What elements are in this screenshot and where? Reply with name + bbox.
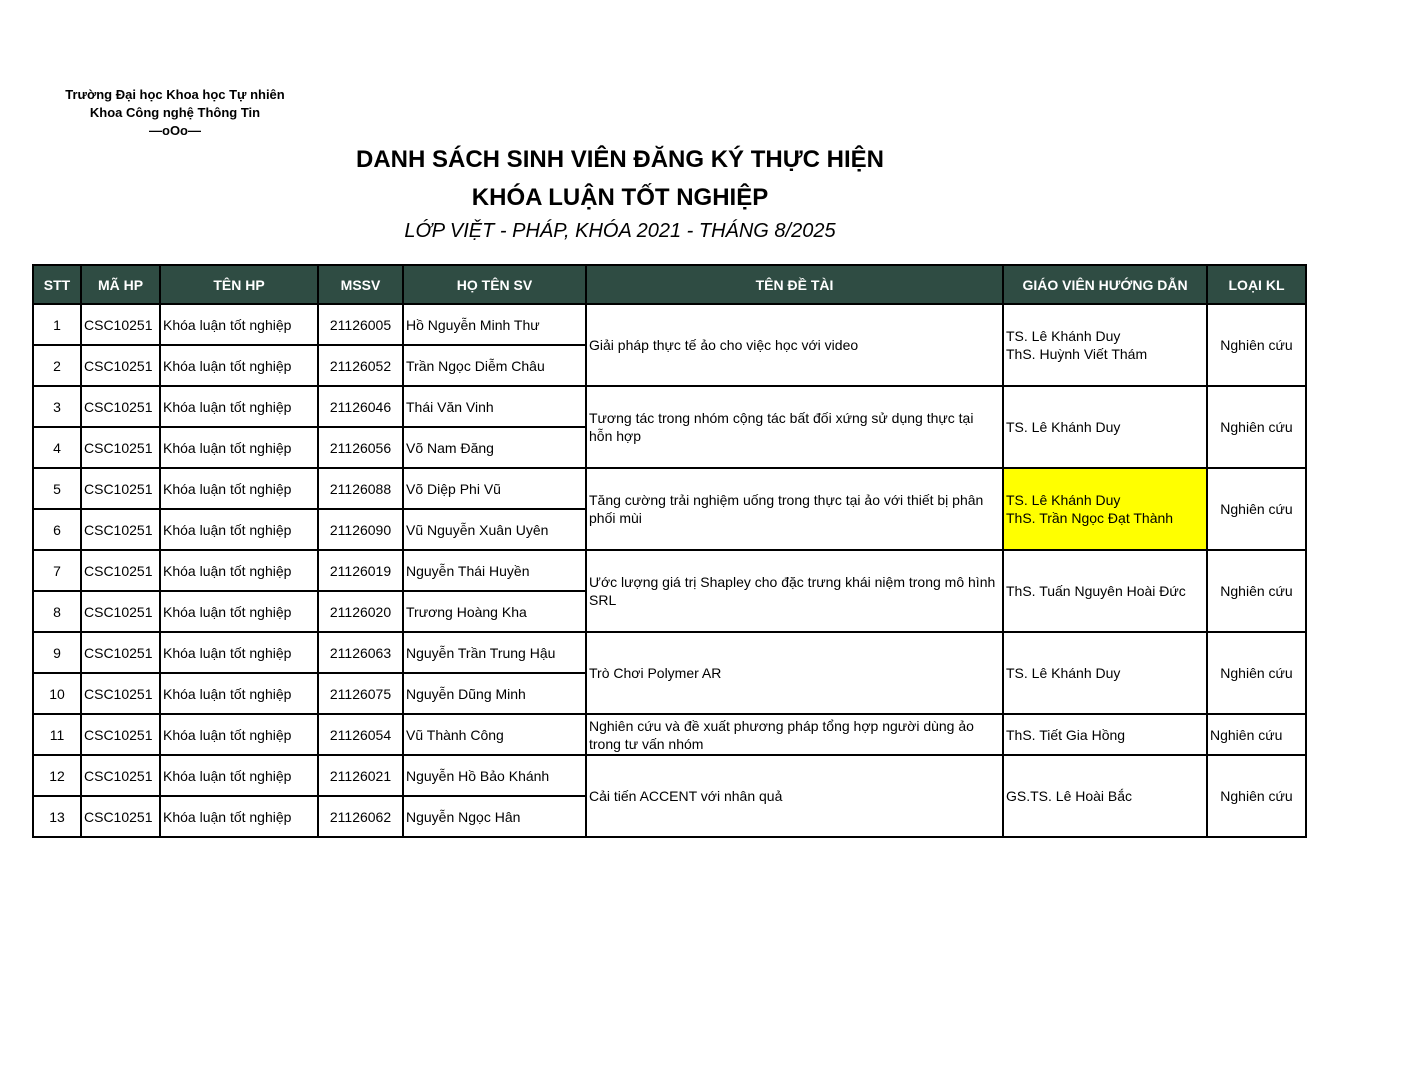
faculty-name: Khoa Công nghệ Thông Tin xyxy=(89,105,261,120)
stt-cell: 7 xyxy=(33,550,81,591)
ornament-divider: —oOo— xyxy=(149,123,201,138)
table-row xyxy=(33,714,1306,755)
table-row xyxy=(33,304,1306,345)
stt-cell: 1 xyxy=(33,304,81,345)
student-id-cell: 21126088 xyxy=(318,468,403,509)
topic-cell: Trò Chơi Polymer AR xyxy=(586,632,1003,714)
thesis-type-cell: Nghiên cứu xyxy=(1207,632,1306,714)
topic-cell: Cải tiến ACCENT với nhân quả xyxy=(586,755,1003,837)
student-name-cell: Võ Diệp Phi Vũ xyxy=(403,468,586,509)
stt-cell: 13 xyxy=(33,796,81,837)
course-code-cell: CSC10251 xyxy=(81,550,160,591)
student-name-cell: Trần Ngọc Diễm Châu xyxy=(403,345,586,386)
student-name-cell: Trương Hoàng Kha xyxy=(403,591,586,632)
course-name-cell: Khóa luận tốt nghiệp xyxy=(160,550,318,591)
course-name-cell: Khóa luận tốt nghiệp xyxy=(160,755,318,796)
course-code-cell: CSC10251 xyxy=(81,468,160,509)
topic-cell: Giải pháp thực tế ảo cho việc học với video xyxy=(586,304,1003,386)
course-name-cell: Khóa luận tốt nghiệp xyxy=(160,304,318,345)
student-id-cell: 21126090 xyxy=(318,509,403,550)
course-name-cell: Khóa luận tốt nghiệp xyxy=(160,591,318,632)
student-id-cell: 21126019 xyxy=(318,550,403,591)
student-name-cell: Võ Nam Đăng xyxy=(403,427,586,468)
course-name-cell: Khóa luận tốt nghiệp xyxy=(160,427,318,468)
topic-cell: Tăng cường trải nghiệm uống trong thực tại ảo với thiết bị phân phối mùi xyxy=(586,468,1003,550)
course-name-cell: Khóa luận tốt nghiệp xyxy=(160,386,318,427)
course-code-cell: CSC10251 xyxy=(81,796,160,837)
stt-cell: 8 xyxy=(33,591,81,632)
advisor-name: TS. Lê Khánh Duy xyxy=(1006,492,1121,508)
col-header-loai-kl: LOẠI KL xyxy=(1207,265,1306,304)
advisor-name: ThS. Huỳnh Viết Thám xyxy=(1006,346,1148,362)
topic-cell: Tương tác trong nhóm cộng tác bất đối xứng sử dụng thực tại hỗn hợp xyxy=(586,386,1003,468)
student-name-cell: Vũ Nguyễn Xuân Uyên xyxy=(403,509,586,550)
advisor-name: ThS. Tiết Gia Hồng xyxy=(1006,726,1126,743)
course-code-cell: CSC10251 xyxy=(81,427,160,468)
col-header-ten-hp: TÊN HP xyxy=(160,265,318,304)
course-code-cell: CSC10251 xyxy=(81,632,160,673)
class-info: LỚP VIỆT - PHÁP, KHÓA 2021 - THÁNG 8/2025 xyxy=(404,220,836,242)
student-name-cell: Vũ Thành Công xyxy=(403,714,586,755)
course-name-cell: Khóa luận tốt nghiệp xyxy=(160,509,318,550)
advisor-cell xyxy=(1003,386,1207,468)
topic-cell: Nghiên cứu và đề xuất phương pháp tổng hợp người dùng ảo trong tư vấn nhóm xyxy=(586,714,1003,755)
thesis-type-cell: Nghiên cứu xyxy=(1207,468,1306,550)
advisor-name: TS. Lê Khánh Duy xyxy=(1006,419,1121,435)
student-id-cell: 21126054 xyxy=(318,714,403,755)
stt-cell: 6 xyxy=(33,509,81,550)
course-code-cell: CSC10251 xyxy=(81,345,160,386)
advisor-name: GS.TS. Lê Hoài Bắc xyxy=(1006,788,1133,804)
col-header-ma-hp: MÃ HP xyxy=(81,265,160,304)
student-name-cell: Nguyễn Trần Trung Hậu xyxy=(403,632,586,673)
table-header-row xyxy=(33,265,1306,304)
course-name-cell: Khóa luận tốt nghiệp xyxy=(160,673,318,714)
course-name-cell: Khóa luận tốt nghiệp xyxy=(160,345,318,386)
col-header-ten-de-tai: TÊN ĐỀ TÀI xyxy=(586,265,1003,304)
stt-cell: 12 xyxy=(33,755,81,796)
stt-cell: 5 xyxy=(33,468,81,509)
advisor-cell xyxy=(1003,632,1207,714)
advisor-name: TS. Lê Khánh Duy xyxy=(1006,665,1121,681)
student-id-cell: 21126020 xyxy=(318,591,403,632)
table-row xyxy=(33,550,1306,591)
advisor-cell xyxy=(1003,550,1207,632)
thesis-type-cell: Nghiên cứu xyxy=(1207,304,1306,386)
course-name-cell: Khóa luận tốt nghiệp xyxy=(160,632,318,673)
thesis-type-cell: Nghiên cứu xyxy=(1207,550,1306,632)
advisor-name: ThS. Tuấn Nguyên Hoài Đức xyxy=(1006,583,1186,599)
student-name-cell: Thái Văn Vinh xyxy=(403,386,586,427)
student-name-cell: Hồ Nguyễn Minh Thư xyxy=(403,304,586,345)
student-id-cell: 21126056 xyxy=(318,427,403,468)
course-name-cell: Khóa luận tốt nghiệp xyxy=(160,468,318,509)
university-name: Trường Đại học Khoa học Tự nhiên xyxy=(65,87,285,102)
document-subtitle: KHÓA LUẬN TỐT NGHIỆP xyxy=(471,184,769,211)
table-row xyxy=(33,632,1306,673)
col-header-ho-ten: HỌ TÊN SV xyxy=(403,265,586,304)
stt-cell: 9 xyxy=(33,632,81,673)
thesis-type-cell: Nghiên cứu xyxy=(1207,714,1306,755)
table-row xyxy=(33,468,1306,509)
organization-header xyxy=(40,86,310,140)
course-code-cell: CSC10251 xyxy=(81,386,160,427)
stt-cell: 4 xyxy=(33,427,81,468)
course-code-cell: CSC10251 xyxy=(81,755,160,796)
student-id-cell: 21126046 xyxy=(318,386,403,427)
student-id-cell: 21126052 xyxy=(318,345,403,386)
stt-cell: 3 xyxy=(33,386,81,427)
thesis-type-cell: Nghiên cứu xyxy=(1207,386,1306,468)
student-id-cell: 21126063 xyxy=(318,632,403,673)
col-header-stt: STT xyxy=(33,265,81,304)
course-name-cell: Khóa luận tốt nghiệp xyxy=(160,796,318,837)
table-row xyxy=(33,386,1306,427)
student-id-cell: 21126062 xyxy=(318,796,403,837)
student-name-cell: Nguyễn Dũng Minh xyxy=(403,673,586,714)
student-id-cell: 21126021 xyxy=(318,755,403,796)
course-name-cell: Khóa luận tốt nghiệp xyxy=(160,714,318,755)
course-code-cell: CSC10251 xyxy=(81,591,160,632)
course-code-cell: CSC10251 xyxy=(81,714,160,755)
stt-cell: 11 xyxy=(33,714,81,755)
col-header-giao-vien: GIÁO VIÊN HƯỚNG DẪN xyxy=(1003,265,1207,304)
course-code-cell: CSC10251 xyxy=(81,509,160,550)
document-title: DANH SÁCH SINH VIÊN ĐĂNG KÝ THỰC HIỆN xyxy=(356,146,884,173)
advisor-cell xyxy=(1003,714,1207,755)
student-name-cell: Nguyễn Ngọc Hân xyxy=(403,796,586,837)
student-id-cell: 21126005 xyxy=(318,304,403,345)
student-name-cell: Nguyễn Hồ Bảo Khánh xyxy=(403,755,586,796)
topic-cell: Ước lượng giá trị Shapley cho đặc trưng khái niệm trong mô hình SRL xyxy=(586,550,1003,632)
col-header-mssv: MSSV xyxy=(318,265,403,304)
course-code-cell: CSC10251 xyxy=(81,304,160,345)
student-name-cell: Nguyễn Thái Huyền xyxy=(403,550,586,591)
advisor-name: ThS. Trần Ngọc Đạt Thành xyxy=(1006,510,1174,526)
course-code-cell: CSC10251 xyxy=(81,673,160,714)
advisor-cell-highlighted xyxy=(1003,468,1207,550)
table-row xyxy=(33,755,1306,796)
thesis-type-cell: Nghiên cứu xyxy=(1207,755,1306,837)
advisor-name: TS. Lê Khánh Duy xyxy=(1006,328,1121,344)
stt-cell: 10 xyxy=(33,673,81,714)
student-id-cell: 21126075 xyxy=(318,673,403,714)
advisor-cell xyxy=(1003,304,1207,386)
stt-cell: 2 xyxy=(33,345,81,386)
advisor-cell xyxy=(1003,755,1207,837)
student-thesis-table xyxy=(32,264,1307,838)
